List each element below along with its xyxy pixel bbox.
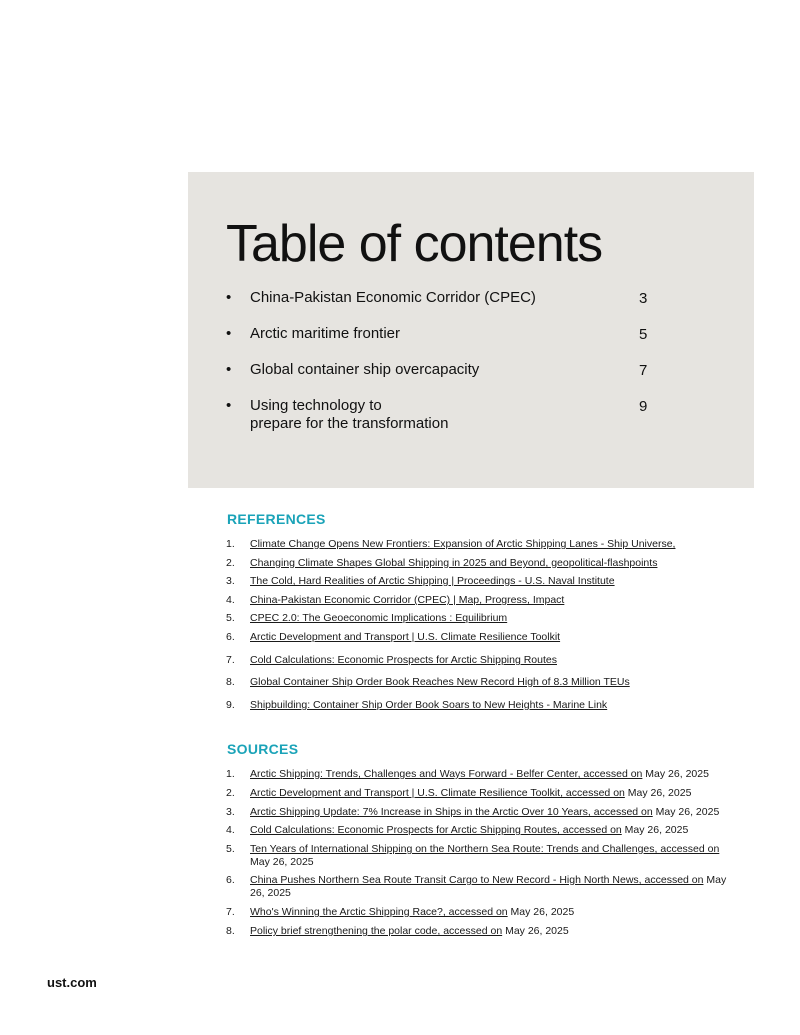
source-link[interactable]: Policy brief strengthening the polar code, accessed on <box>250 925 503 937</box>
footer-url[interactable]: ust.com <box>47 975 97 990</box>
reference-number: 4. <box>226 594 235 606</box>
source-date: May 26, 2025 <box>621 824 689 836</box>
toc-item-page: 5 <box>639 326 648 343</box>
references-heading: REFERENCES <box>227 511 326 527</box>
reference-link[interactable]: Changing Climate Shapes Global Shipping in 2025 and Beyond, geopolitical-flashpoints <box>250 557 658 569</box>
reference-link[interactable]: Global Container Ship Order Book Reaches New Record High of 8.3 Million TEUs <box>250 676 630 688</box>
toc-item-label: Arctic maritime frontier <box>250 325 401 342</box>
source-date: May 26, 2025 <box>250 874 727 899</box>
bullet-icon: • <box>226 289 232 306</box>
toc-item-label <box>250 397 590 433</box>
reference-link[interactable]: Cold Calculations: Economic Prospects for Arctic Shipping Routes <box>250 654 557 666</box>
reference-number: 5. <box>226 612 235 624</box>
reference-link[interactable]: The Cold, Hard Realities of Arctic Shipping | Proceedings - U.S. Naval Institute <box>250 575 615 587</box>
source-number: 3. <box>226 806 235 818</box>
page-title: Table of contents <box>226 215 603 273</box>
toc-item-label-line: prepare for the transformation <box>250 415 449 432</box>
reference-link[interactable]: Shipbuilding: Container Ship Order Book Soars to New Heights - Marine Link <box>250 699 608 711</box>
reference-number: 1. <box>226 538 235 550</box>
source-link[interactable]: Ten Years of International Shipping on the Northern Sea Route: Trends and Challenges, accessed on <box>250 843 720 855</box>
reference-number: 8. <box>226 676 235 688</box>
reference-number: 9. <box>226 699 235 711</box>
reference-link[interactable]: Climate Change Opens New Frontiers: Expansion of Arctic Shipping Lanes - Ship Universe, <box>250 538 676 550</box>
sources-heading: SOURCES <box>227 741 299 757</box>
source-link[interactable]: Arctic Development and Transport | U.S. Climate Resilience Toolkit, accessed on <box>250 787 625 799</box>
reference-number: 7. <box>226 654 235 666</box>
source-number: 6. <box>226 874 235 886</box>
source-date: May 26, 2025 <box>502 925 569 937</box>
source-date: May 26, 2025 <box>642 768 709 780</box>
reference-link[interactable]: CPEC 2.0: The Geoeconomic Implications : Equilibrium <box>250 612 508 624</box>
source-number: 5. <box>226 843 235 855</box>
toc-item-label-line: Using technology to <box>250 397 382 414</box>
source-number: 8. <box>226 925 235 937</box>
toc-item-page: 9 <box>639 398 648 415</box>
source-link[interactable]: Arctic Shipping: Trends, Challenges and Ways Forward - Belfer Center, accessed on <box>250 768 643 780</box>
reference-link[interactable]: Arctic Development and Transport | U.S. Climate Resilience Toolkit <box>250 631 561 643</box>
source-number: 4. <box>226 824 235 836</box>
bullet-icon: • <box>226 325 232 342</box>
source-date: May 26, 2025 <box>507 906 575 918</box>
source-link[interactable]: Who's Winning the Arctic Shipping Race?, accessed on <box>250 906 508 918</box>
toc-item-page: 3 <box>639 290 648 307</box>
source-number: 2. <box>226 787 235 799</box>
source-number: 1. <box>226 768 235 780</box>
bullet-icon: • <box>226 361 232 378</box>
source-link[interactable]: Cold Calculations: Economic Prospects for Arctic Shipping Routes, accessed on <box>250 824 622 836</box>
source-date: May 26, 2025 <box>624 787 692 799</box>
toc-item-label: Global container ship overcapacity <box>250 361 480 378</box>
toc-item-label: China-Pakistan Economic Corridor (CPEC) <box>250 289 536 306</box>
toc-item-page: 7 <box>639 362 648 379</box>
source-link[interactable]: China Pushes Northern Sea Route Transit Cargo to New Record - High North News, accessed on <box>250 874 704 886</box>
bullet-icon: • <box>226 397 232 414</box>
reference-number: 3. <box>226 575 235 587</box>
source-number: 7. <box>226 906 235 918</box>
source-date: May 26, 2025 <box>652 806 720 818</box>
toc-item[interactable] <box>226 397 656 437</box>
reference-number: 6. <box>226 631 235 643</box>
source-link[interactable]: Arctic Shipping Update: 7% Increase in Ships in the Arctic Over 10 Years, accessed on <box>250 806 653 818</box>
reference-number: 2. <box>226 557 235 569</box>
source-date: May 26, 2025 <box>250 856 314 868</box>
reference-link[interactable]: China-Pakistan Economic Corridor (CPEC) | Map, Progress, Impact <box>250 594 565 606</box>
